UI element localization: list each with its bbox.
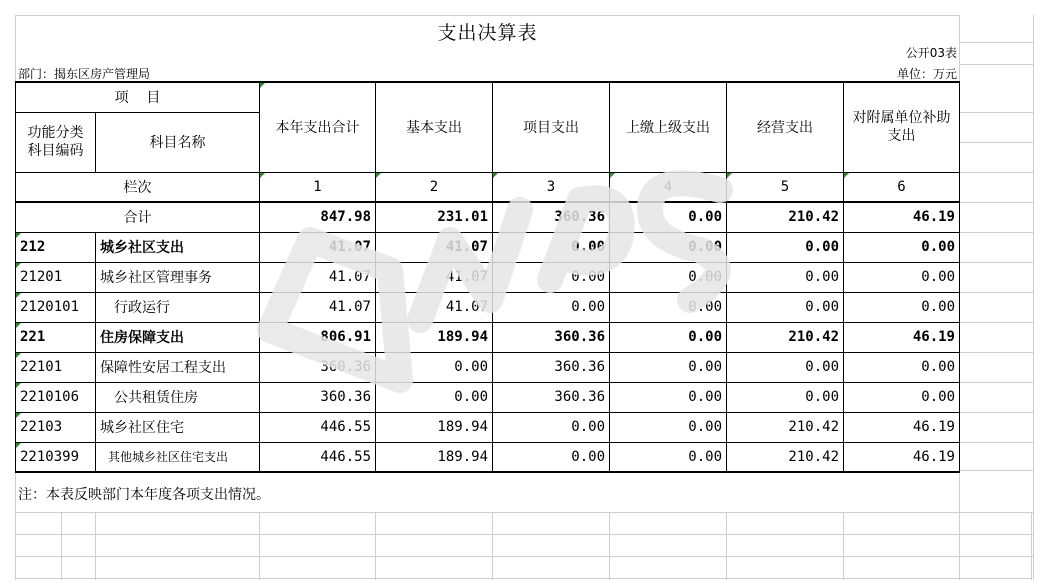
row-value[interactable]: 0.00 xyxy=(610,232,727,262)
row-name[interactable]: 其他城乡社区住宅支出 xyxy=(96,442,260,472)
row-value[interactable]: 0.00 xyxy=(493,442,610,472)
row-value[interactable]: 0.00 xyxy=(493,232,610,262)
row-name[interactable]: 行政运行 xyxy=(96,292,260,322)
total-cell[interactable]: 0.00 xyxy=(610,202,727,232)
row-value[interactable]: 46.19 xyxy=(844,412,960,442)
row-code[interactable]: 22101 xyxy=(16,352,96,382)
row-value[interactable]: 0.00 xyxy=(610,322,727,352)
col-number-6[interactable]: 6 xyxy=(844,172,960,202)
total-cell[interactable]: 46.19 xyxy=(844,202,960,232)
col-number-2[interactable]: 2 xyxy=(376,172,493,202)
row-value[interactable]: 46.19 xyxy=(844,322,960,352)
row-code[interactable]: 212 xyxy=(16,232,96,262)
row-value[interactable]: 41.07 xyxy=(260,232,376,262)
sheet-right-column xyxy=(959,15,1034,580)
item-header[interactable]: 项 目 xyxy=(16,82,260,112)
row-value[interactable]: 0.00 xyxy=(610,382,727,412)
row-value[interactable]: 0.00 xyxy=(727,262,844,292)
total-cell[interactable]: 231.01 xyxy=(376,202,493,232)
row-name[interactable]: 公共租赁住房 xyxy=(96,382,260,412)
row-value[interactable]: 0.00 xyxy=(844,262,960,292)
row-value[interactable]: 189.94 xyxy=(376,412,493,442)
col-header-project[interactable]: 项目支出 xyxy=(493,82,610,172)
row-value[interactable]: 446.55 xyxy=(260,442,376,472)
form-number: 公开03表 xyxy=(905,46,957,60)
row-value[interactable]: 0.00 xyxy=(376,382,493,412)
row-code[interactable]: 221 xyxy=(16,322,96,352)
row-name[interactable]: 城乡社区住宅 xyxy=(96,412,260,442)
table-row xyxy=(16,412,960,442)
row-value[interactable]: 210.42 xyxy=(727,412,844,442)
row-value[interactable]: 360.36 xyxy=(493,322,610,352)
row-value[interactable]: 0.00 xyxy=(610,442,727,472)
total-cell[interactable]: 360.36 xyxy=(493,202,610,232)
table-row xyxy=(16,352,960,382)
expenditure-table xyxy=(15,81,960,473)
row-value[interactable]: 0.00 xyxy=(844,292,960,322)
row-value[interactable]: 0.00 xyxy=(727,382,844,412)
row-value[interactable]: 0.00 xyxy=(727,232,844,262)
col-header-subsidy[interactable] xyxy=(844,82,960,172)
row-value[interactable]: 360.36 xyxy=(493,352,610,382)
row-value[interactable]: 0.00 xyxy=(376,352,493,382)
row-value[interactable]: 360.36 xyxy=(260,382,376,412)
func-code-header[interactable] xyxy=(16,112,96,172)
row-value[interactable]: 360.36 xyxy=(260,352,376,382)
table-row xyxy=(16,382,960,412)
table-row xyxy=(16,262,960,292)
row-code[interactable]: 22103 xyxy=(16,412,96,442)
row-name[interactable]: 住房保障支出 xyxy=(96,322,260,352)
department-label: 部门：揭东区房产管理局 xyxy=(18,67,151,81)
row-code[interactable]: 2210399 xyxy=(16,442,96,472)
row-value[interactable]: 0.00 xyxy=(844,232,960,262)
row-code[interactable]: 21201 xyxy=(16,262,96,292)
row-name[interactable]: 城乡社区管理事务 xyxy=(96,262,260,292)
row-value[interactable]: 0.00 xyxy=(727,352,844,382)
table-row xyxy=(16,322,960,352)
row-value[interactable]: 0.00 xyxy=(493,292,610,322)
report-title: 支出决算表 xyxy=(437,22,538,44)
func-code-header-label: 功能分类科目编码 xyxy=(27,125,84,159)
row-value[interactable]: 46.19 xyxy=(844,442,960,472)
row-value[interactable]: 189.94 xyxy=(376,322,493,352)
row-code[interactable]: 2210106 xyxy=(16,382,96,412)
row-value[interactable]: 360.36 xyxy=(493,382,610,412)
footnote: 注：本表反映部门本年度各项支出情况。 xyxy=(18,487,270,503)
row-value[interactable]: 0.00 xyxy=(610,292,727,322)
row-value[interactable]: 0.00 xyxy=(610,412,727,442)
col-number-5[interactable]: 5 xyxy=(727,172,844,202)
row-value[interactable]: 0.00 xyxy=(610,352,727,382)
col-header-subsidy-label: 对附属单位补助支出 xyxy=(852,110,951,145)
table-row xyxy=(16,292,960,322)
col-number-3[interactable]: 3 xyxy=(493,172,610,202)
row-value[interactable]: 0.00 xyxy=(844,352,960,382)
row-value[interactable]: 210.42 xyxy=(727,322,844,352)
row-name[interactable]: 城乡社区支出 xyxy=(96,232,260,262)
total-label[interactable]: 合计 xyxy=(16,202,260,232)
row-label[interactable]: 栏次 xyxy=(16,172,260,202)
row-value[interactable]: 41.07 xyxy=(260,292,376,322)
col-number-4[interactable]: 4 xyxy=(610,172,727,202)
col-header-basic[interactable]: 基本支出 xyxy=(376,82,493,172)
col-header-remit[interactable]: 上缴上级支出 xyxy=(610,82,727,172)
row-value[interactable]: 0.00 xyxy=(493,262,610,292)
total-cell[interactable]: 847.98 xyxy=(260,202,376,232)
total-row xyxy=(16,202,960,232)
sheet-gridline-top xyxy=(15,15,960,16)
row-value[interactable]: 41.07 xyxy=(376,232,493,262)
row-code[interactable]: 2120101 xyxy=(16,292,96,322)
row-value[interactable]: 41.07 xyxy=(376,292,493,322)
row-value[interactable]: 41.07 xyxy=(376,262,493,292)
row-name[interactable]: 保障性安居工程支出 xyxy=(96,352,260,382)
row-value[interactable]: 189.94 xyxy=(376,442,493,472)
total-cell[interactable]: 210.42 xyxy=(727,202,844,232)
row-value[interactable]: 0.00 xyxy=(727,292,844,322)
col-header-total[interactable]: 本年支出合计 xyxy=(260,82,376,172)
row-value[interactable]: 806.91 xyxy=(260,322,376,352)
col-number-1[interactable]: 1 xyxy=(260,172,376,202)
unit-label: 单位：万元 xyxy=(896,67,957,81)
table-row xyxy=(16,232,960,262)
row-value[interactable]: 446.55 xyxy=(260,412,376,442)
row-value[interactable]: 0.00 xyxy=(493,412,610,442)
row-value[interactable]: 0.00 xyxy=(844,382,960,412)
row-value[interactable]: 41.07 xyxy=(260,262,376,292)
empty-grid-area xyxy=(15,512,1032,580)
col-header-operating[interactable]: 经营支出 xyxy=(727,82,844,172)
table-row xyxy=(16,442,960,472)
row-value[interactable]: 210.42 xyxy=(727,442,844,472)
subject-name-header[interactable]: 科目名称 xyxy=(96,112,260,172)
row-value[interactable]: 0.00 xyxy=(610,262,727,292)
